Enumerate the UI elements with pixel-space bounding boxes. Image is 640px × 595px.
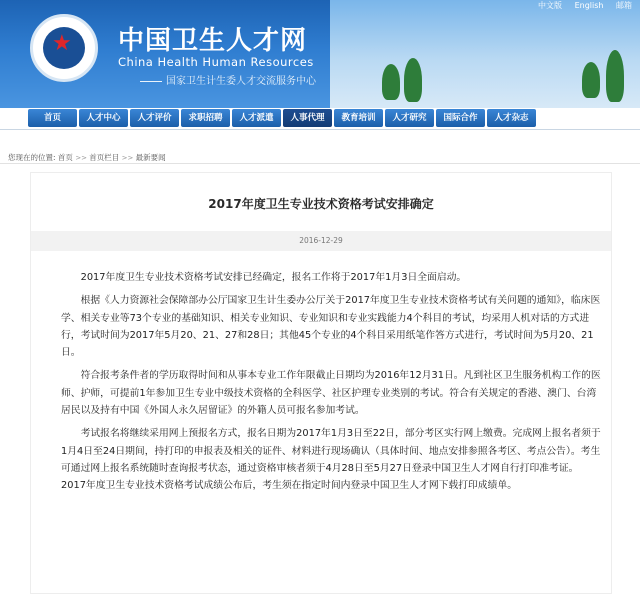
tree-icon (404, 58, 422, 102)
article-title: 2017年度卫生专业技术资格考试安排确定 (208, 197, 434, 211)
nav-item-talent-dispatch[interactable]: 人才派遣 (232, 109, 281, 127)
site-org-text: 国家卫生计生委人才交流服务中心 (166, 76, 316, 87)
article-date: 2016-12-29 (31, 231, 611, 251)
breadcrumb (8, 152, 166, 163)
site-logo[interactable] (30, 14, 98, 82)
nav-item-talent-evaluation[interactable]: 人才评价 (130, 109, 179, 127)
article-paragraph: 根据《人力资源社会保障部办公厅国家卫生计生委办公厅关于2017年度卫生专业技术资格考试有关问题的通知》，临床医学、相关专业等73个专业的基础知识、相关专业知识、专业知识和专业实践能力4个科目的考试，均采用人机对话的方式进行，考试时间为2017年5月20、21、27和28日；其他45个专业的4个科目采用纸笔作答方式进行，考试时间为5月20、21日。 (61, 295, 601, 359)
mail-link[interactable]: 邮箱 (616, 1, 632, 10)
article (30, 172, 612, 594)
lang-link-en[interactable]: English (574, 1, 604, 10)
breadcrumb-link-section[interactable]: 首页栏目 (89, 153, 120, 162)
breadcrumb-link-home[interactable]: 首页 (57, 153, 73, 162)
chevron-right-icon: >> (75, 154, 90, 162)
nav-item-job-recruitment[interactable]: 求职招聘 (181, 109, 230, 127)
nav-item-talent-research[interactable]: 人才研究 (385, 109, 434, 127)
nav-item-home[interactable]: 首页 (28, 109, 77, 127)
header-banner-image (330, 0, 640, 108)
nav-item-international[interactable]: 国际合作 (436, 109, 485, 127)
tree-icon (582, 62, 600, 98)
breadcrumb-link-news[interactable]: 最新要闻 (135, 153, 166, 162)
nav-item-talent-magazine[interactable]: 人才杂志 (487, 109, 536, 127)
site-title[interactable]: 中国卫生人才网 (118, 26, 308, 56)
tree-icon (382, 64, 400, 100)
site-header (0, 0, 640, 108)
nav-item-personnel-agency[interactable]: 人事代理 (283, 109, 332, 127)
chevron-right-icon: >> (121, 154, 136, 162)
main-nav (0, 108, 640, 130)
nav-item-talent-center[interactable]: 人才中心 (79, 109, 128, 127)
article-paragraph: 2017年度卫生专业技术资格考试安排已经确定，报名工作将于2017年1月3日全面启动。 (80, 272, 467, 283)
site-subtitle-en: China Health Human Resources (118, 55, 314, 69)
article-paragraph: 符合报考条件者的学历取得时间和从事本专业工作年限截止日期均为2016年12月31日。凡到社区卫生服务机构工作的医师、护师，可提前1年参加卫生专业中级技术资格的全科医学、社区护理专业类别的考试。符合有关规定的香港、澳门、台湾居民以及持有中国《外国人永久居留证》的外籍人员可报名参加考试。 (61, 370, 601, 417)
language-bar (528, 0, 632, 11)
article-paragraph: 考试报名将继续采用网上预报名方式，报名日期为2017年1月3日至22日，部分考区实行网上缴费。完成网上报名者须于1月4日至24日期间，持打印的申报表及相关的证件、材料进行现场确认（具体时间、地点安排参照各考区、考点公告）。考生可通过网上报名系统随时查询报考状态，通过资格审核者须于4月28日至5月27日登录中国卫生人才网自行打印准考证。2017年度卫生专业技术资格考试成绩公布后，考生须在指定时间内登录中国卫生人才网下载打印成绩单。 (61, 428, 601, 492)
divider (0, 163, 640, 164)
article-body (61, 269, 601, 501)
breadcrumb-prefix: 您现在的位置: (8, 153, 56, 162)
site-org (140, 72, 316, 87)
tree-icon (606, 50, 624, 102)
lang-link-zh[interactable]: 中文版 (538, 1, 563, 10)
nav-item-education-training[interactable]: 教育培训 (334, 109, 383, 127)
star-icon: ★ (52, 31, 72, 56)
